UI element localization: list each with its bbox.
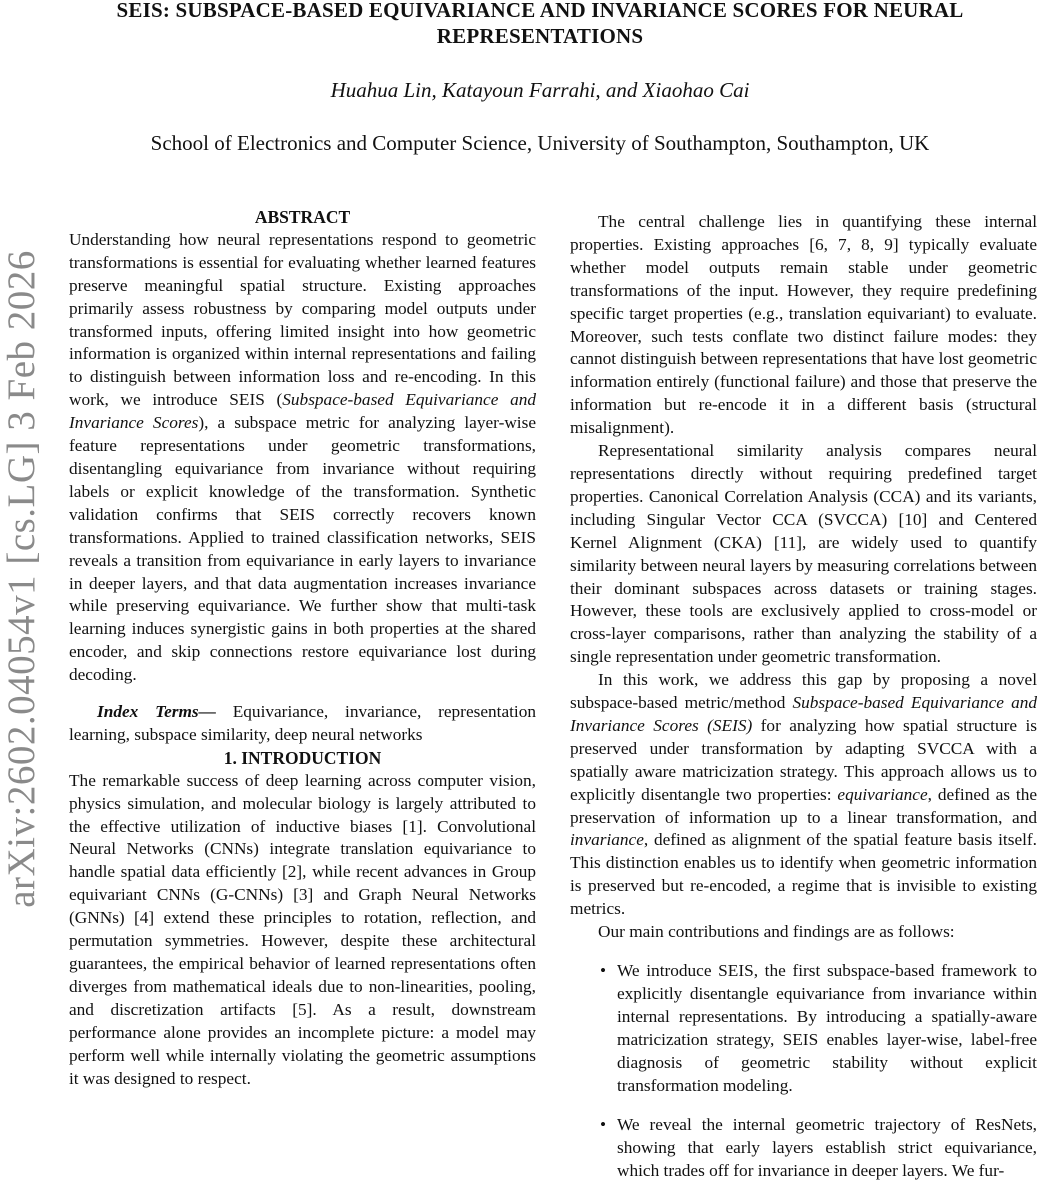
- paragraph-this-work: In this work, we address this gap by proposing a novel subspace-based metric/method Subspace-based Equivariance and Invariance Scores (SEIS) for analyzing how spatial structure is preserved under transformation by adapting SVCCA with a spatially aware matricization strategy. This approach allows us to explicitly disentangle two properties: equivariance, defined as the preservation of information up to a linear transformation, and invariance, defined as alignment of the spatial feature basis itself. This distinction enables us to identify when geometric information is preserved but re-encoded, a regime that is invisible to existing metrics.: [570, 670, 1037, 919]
- paragraph-contributions-intro: Our main contributions and findings are as follows:: [598, 922, 955, 942]
- arxiv-identifier: arXiv:2602.04054v1 [cs.LG] 3 Feb 2026: [0, 250, 43, 908]
- paragraph-representational-similarity: Representational similarity analysis compares neural representations directly without requiring predefined target properties. Canonical Correlation Analysis (CCA) and its variants, including Singular Vector CCA (SVCCA) [10] and Centered Kernel Alignment (CKA) [11], are widely used to quantify similarity between neural layers by measuring correlations between their dominant subspaces across datasets or training stages. However, these tools are exclusively applied to cross-model or cross-layer comparisons, rather than analyzing the stability of a single representation under geometric transformation.: [570, 441, 1037, 667]
- bullet-icon: •: [600, 961, 607, 980]
- contributions-list: [570, 960, 1037, 1183]
- paper-affiliation: School of Electronics and Computer Science, University of Southampton, Southampton, UK: [150, 131, 930, 155]
- introduction-paragraph: The remarkable success of deep learning across computer vision, physics simulation, and molecular biology is largely attributed to the effective utilization of inductive biases [1]. Convolutional Neural Networks (CNNs) integrate translation equivariance to handle spatial data efficiently [2], while recent advances in Group equivariant CNNs (G-CNNs) [3] and Graph Neural Networks (GNNs) [4] extend these principles to rotation, reflection, and permutation symmetries. However, despite these architectural guarantees, the empirical behavior of learned representations often diverges from mathematical ideals due to non-linearities, pooling, and discretization artifacts [5]. As a result, downstream performance alone provides an incomplete picture: a model may perform well while internally violating the geometric assumptions it was designed to respect.: [69, 770, 536, 1088]
- introduction-heading: 1. INTRODUCTION: [223, 747, 382, 768]
- bullet-icon: •: [600, 1115, 607, 1135]
- left-column: [69, 206, 536, 1090]
- index-terms: Index Terms— Equivariance, invariance, representation learning, subspace similarity, deep neural networks: [69, 702, 536, 744]
- right-column: [570, 211, 1037, 1200]
- abstract-body: Understanding how neural representations respond to geometric transformations is essential for evaluating whether learned features preserve meaningful spatial structure. Existing approaches primarily assess robustness by comparing model outputs under transformed inputs, offering limited insight into how geometric information is organized within internal representations and failing to distinguish between information loss and re-encoding. In this work, we introduce SEIS (Subspace-based Equivariance and Invariance Scores), a subspace metric for analyzing layer-wise feature representations under geometric transformations, disentangling equivariance from invariance without requiring labels or explicit knowledge of the transformation. Synthetic validation confirms that SEIS correctly recovers known transformations. Applied to trained classification networks, SEIS reveals a transition from equivariance in early layers to invariance in deeper layers, and that data augmentation increases invariance while preserving equivariance. We further show that multi-task learning induces synergistic gains in both properties at the shared encoder, and skip connections restore equivariance lost during decoding.: [69, 229, 536, 685]
- abstract-heading: ABSTRACT: [254, 207, 351, 227]
- paper-authors: Huahua Lin, Katayoun Farrahi, and Xiaohao Cai: [330, 78, 750, 102]
- index-terms-label: Index Terms—: [97, 702, 216, 722]
- paper-title: SEIS: SUBSPACE-BASED EQUIVARIANCE AND INVARIANCE SCORES FOR NEURAL REPRESENTATIONS: [116, 0, 964, 48]
- list-item: • We reveal the internal geometric trajectory of ResNets, showing that early layers establish strict equivariance, which trades off for invariance in deeper layers. We fur-: [600, 1115, 1037, 1181]
- list-item: • We introduce SEIS, the first subspace-based framework to explicitly disentangle equivariance from invariance within internal representations. By introducing a spatially-aware matricization strategy, SEIS enables layer-wise, label-free diagnosis of geometric stability without explicit transformation modeling.: [600, 961, 1037, 1095]
- paragraph-central-challenge: The central challenge lies in quantifying these internal properties. Existing approaches [6, 7, 8, 9] typically evaluate whether model outputs remain stable under geometric transformations of the input. However, they require predefining specific target properties (e.g., translation equivariant) to evaluate. Moreover, such tests conflate two distinct failure modes: they cannot distinguish between representations that have lost geometric information entirely (functional failure) and those that preserve the information but re-encode it in a different basis (structural misalignment).: [570, 212, 1037, 438]
